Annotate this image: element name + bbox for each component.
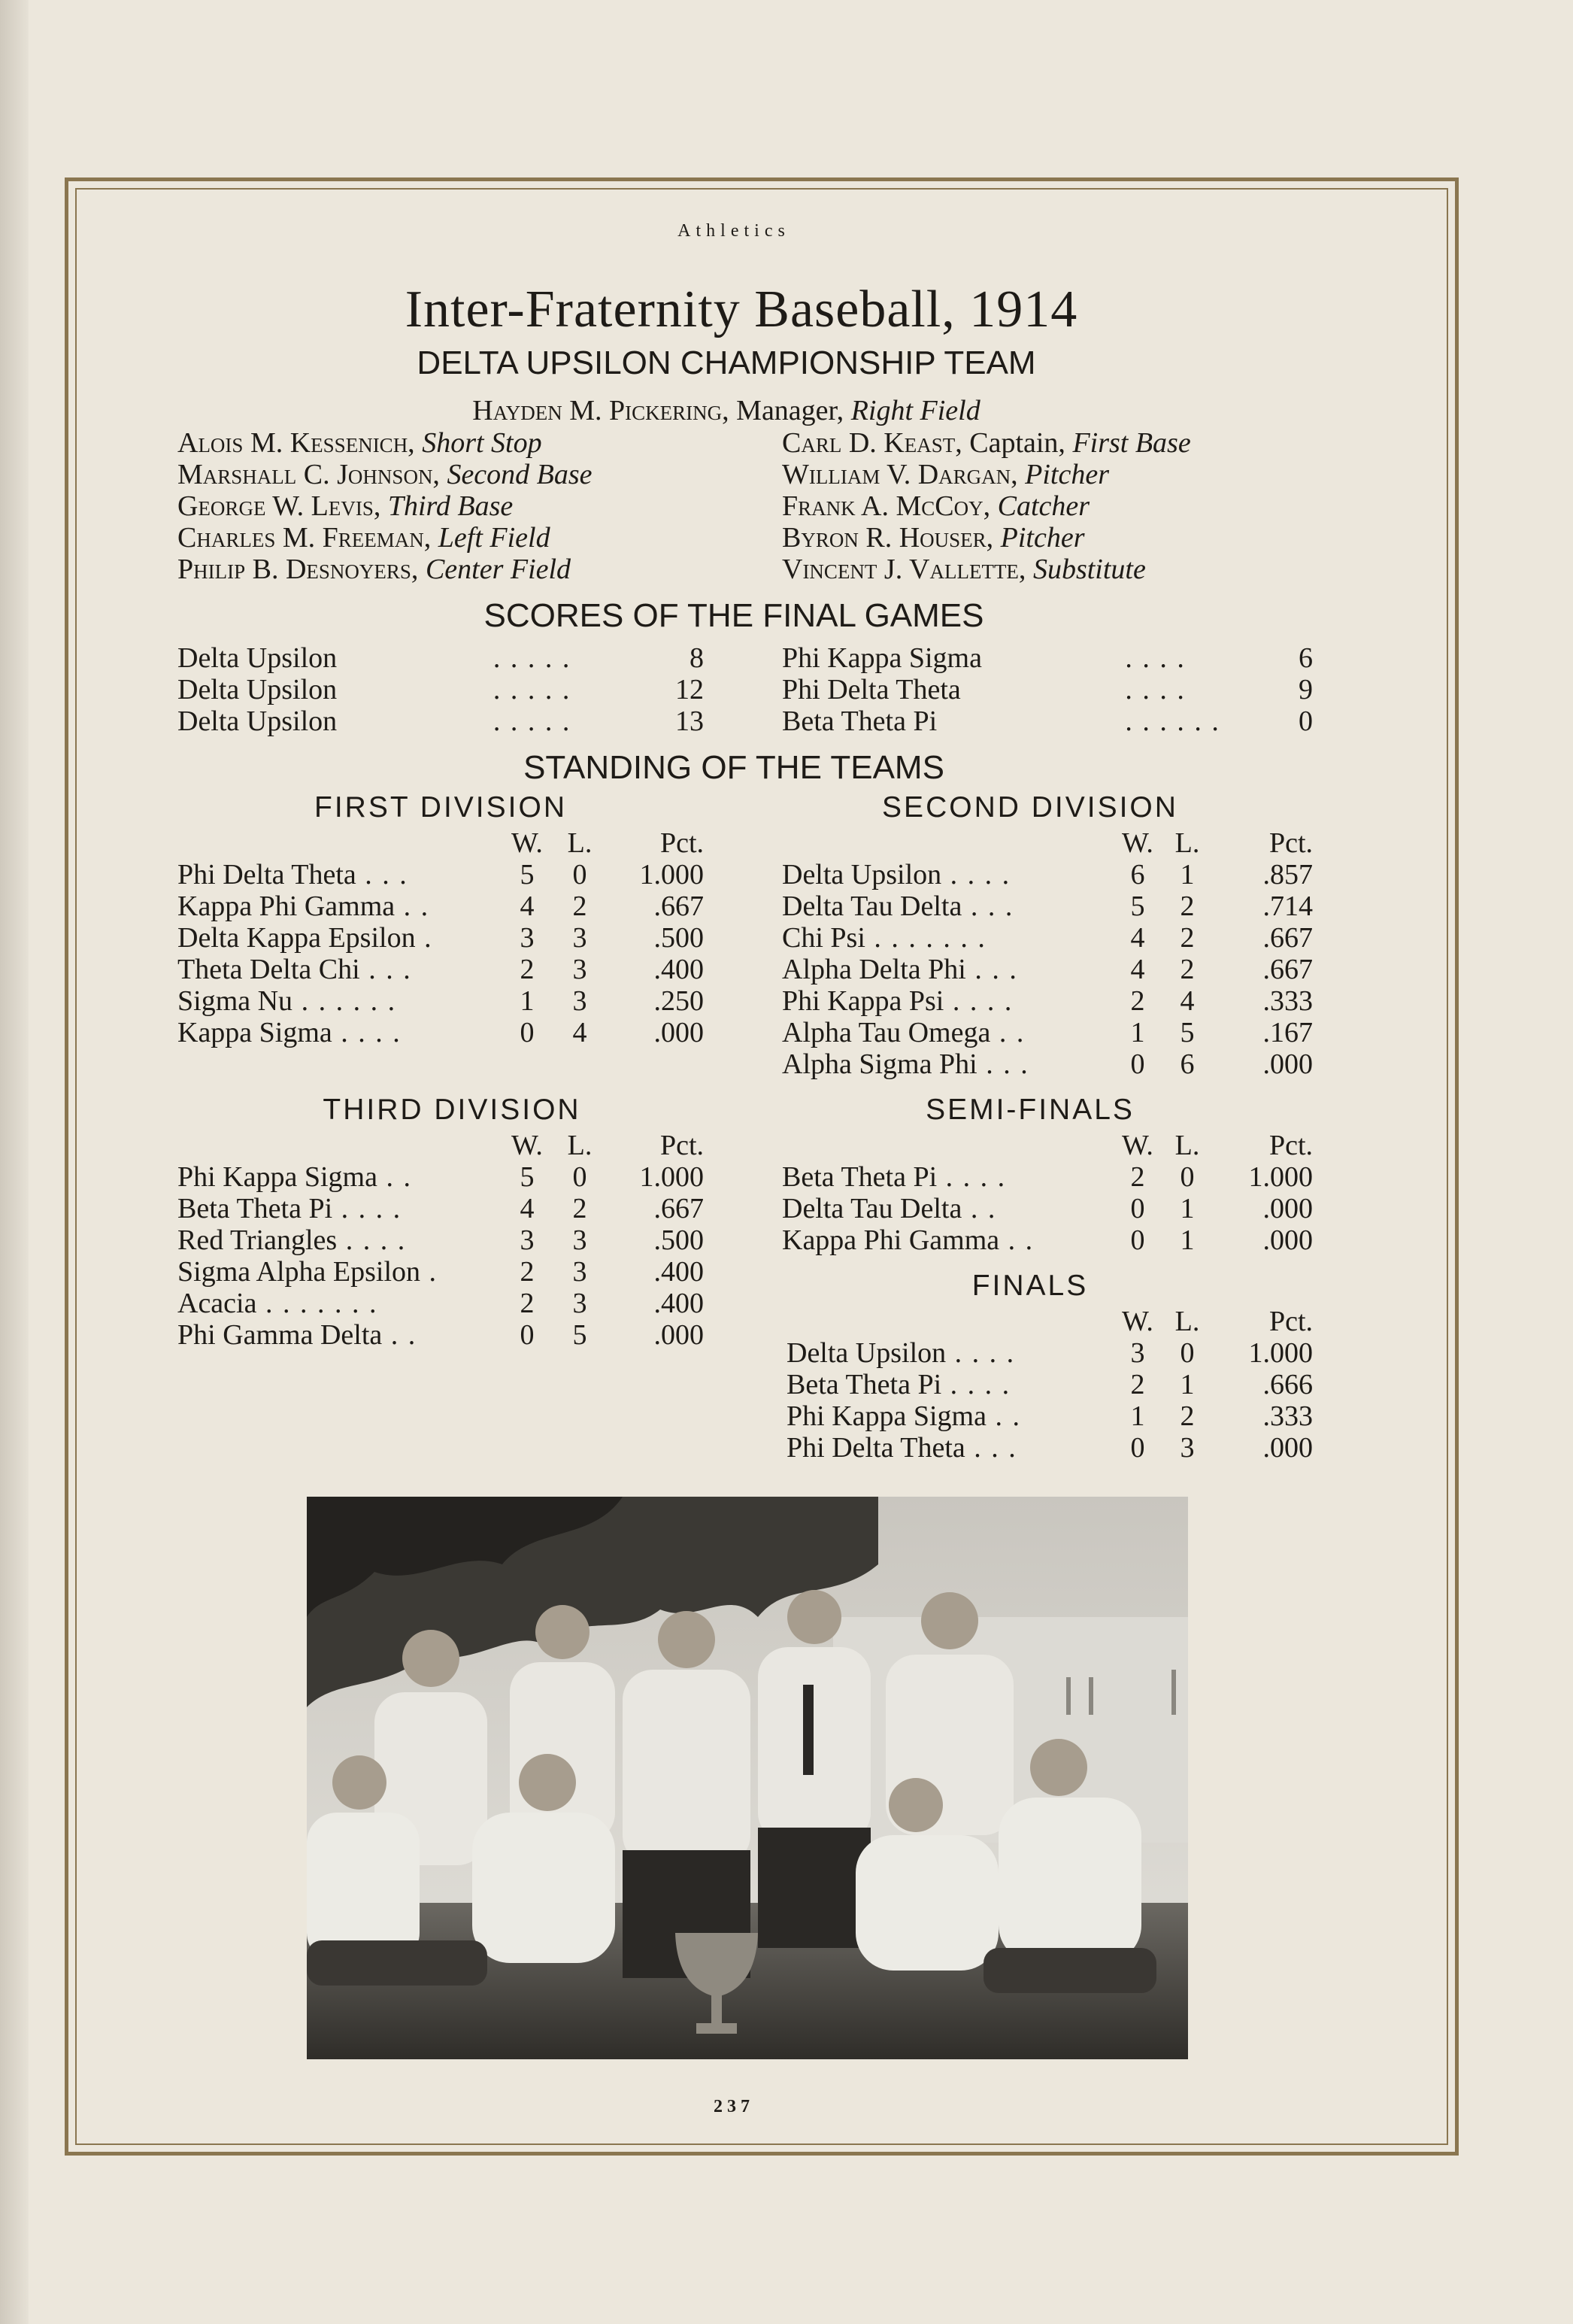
table-row: Alpha Delta Phi . . . 4 2 .667 xyxy=(782,954,1313,985)
table-row: Beta Theta Pi . . . . 2 0 1.000 xyxy=(782,1161,1313,1193)
team-photo-illustration xyxy=(307,1497,1188,2059)
roster-entry: George W. Levis, Third Base xyxy=(177,490,514,522)
table-row: Chi Psi . . . . . . . 4 2 .667 xyxy=(782,922,1313,954)
score-row: Phi Kappa Sigma . . . . 6 xyxy=(782,642,1313,674)
table-row: Delta Kappa Epsilon . 3 3 .500 xyxy=(177,922,704,954)
column-header-row: W. L. Pct. xyxy=(511,1130,704,1161)
table-row: Phi Delta Theta . . . 0 3 .000 xyxy=(786,1432,1313,1464)
table-row: Phi Gamma Delta . . 0 5 .000 xyxy=(177,1319,704,1351)
score-row: Delta Upsilon . . . . . 12 xyxy=(177,674,704,705)
second-division-title: SECOND DIVISION xyxy=(882,791,1178,824)
roster-entry: William V. Dargan, Pitcher xyxy=(782,459,1110,490)
roster-entry: Vincent J. Vallette, Substitute xyxy=(782,554,1146,585)
first-division-title: FIRST DIVISION xyxy=(314,791,567,824)
table-row: Delta Tau Delta . . . 5 2 .714 xyxy=(782,890,1313,922)
semi-finals-title: SEMI-FINALS xyxy=(926,1094,1135,1126)
manager-position: Right Field xyxy=(850,395,980,426)
team-photo xyxy=(307,1497,1188,2059)
table-row: Beta Theta Pi . . . . 2 1 .666 xyxy=(786,1369,1313,1400)
table-row: Delta Upsilon . . . . 6 1 .857 xyxy=(782,859,1313,890)
manager-role: Manager, xyxy=(736,395,844,426)
roster-entry: Byron R. Houser, Pitcher xyxy=(782,522,1085,554)
page-subtitle: DELTA UPSILON CHAMPIONSHIP TEAM xyxy=(417,344,1036,381)
roster-left xyxy=(177,427,593,585)
scores-right xyxy=(782,642,1313,737)
table-row: Delta Upsilon . . . . 3 0 1.000 xyxy=(786,1337,1313,1369)
score-row: Beta Theta Pi . . . . . . 0 xyxy=(782,705,1313,737)
roster-entry: Charles M. Freeman, Left Field xyxy=(177,522,550,554)
roster-entry: Philip B. Desnoyers, Center Field xyxy=(177,554,571,585)
roster-entry: Alois M. Kessenich, Short Stop xyxy=(177,427,542,459)
table-row: Acacia . . . . . . . 2 3 .400 xyxy=(177,1288,704,1319)
first-division-table xyxy=(177,827,704,1048)
table-row: Kappa Phi Gamma . . 4 2 .667 xyxy=(177,890,704,922)
score-row: Phi Delta Theta . . . . 9 xyxy=(782,674,1313,705)
table-row: Phi Kappa Sigma . . 1 2 .333 xyxy=(786,1400,1313,1432)
column-header-row: W. L. Pct. xyxy=(1122,1130,1313,1161)
manager-line xyxy=(0,394,1513,427)
score-row: Delta Upsilon . . . . . 13 xyxy=(177,705,704,737)
finals-title: FINALS xyxy=(971,1270,1089,1302)
column-header-row: W. L. Pct. xyxy=(511,827,704,859)
scores-heading: SCORES OF THE FINAL GAMES xyxy=(483,597,984,634)
column-header-row: W. L. Pct. xyxy=(1122,827,1313,859)
table-row: Phi Delta Theta . . . 5 0 1.000 xyxy=(177,859,704,890)
table-row: Red Triangles . . . . 3 3 .500 xyxy=(177,1224,704,1256)
semi-finals-table xyxy=(782,1130,1313,1256)
table-row: Delta Tau Delta . . 0 1 .000 xyxy=(782,1193,1313,1224)
running-head: Athletics xyxy=(677,221,790,241)
finals-table xyxy=(786,1306,1313,1464)
table-row: Sigma Nu . . . . . . 1 3 .250 xyxy=(177,985,704,1017)
table-row: Theta Delta Chi . . . 2 3 .400 xyxy=(177,954,704,985)
third-division-table xyxy=(177,1130,704,1351)
table-row: Phi Kappa Psi . . . . 2 4 .333 xyxy=(782,985,1313,1017)
table-row: Sigma Alpha Epsilon . 2 3 .400 xyxy=(177,1256,704,1288)
standing-heading: STANDING OF THE TEAMS xyxy=(523,749,944,786)
column-header-row: W. L. Pct. xyxy=(1122,1306,1313,1337)
second-division-table xyxy=(782,827,1313,1080)
score-row: Delta Upsilon . . . . . 8 xyxy=(177,642,704,674)
roster-entry: Carl D. Keast, Captain, First Base xyxy=(782,427,1191,459)
table-row: Kappa Phi Gamma . . 0 1 .000 xyxy=(782,1224,1313,1256)
table-row: Alpha Sigma Phi . . . 0 6 .000 xyxy=(782,1048,1313,1080)
table-row: Kappa Sigma . . . . 0 4 .000 xyxy=(177,1017,704,1048)
table-row: Phi Kappa Sigma . . 5 0 1.000 xyxy=(177,1161,704,1193)
roster-entry: Marshall C. Johnson, Second Base xyxy=(177,459,593,490)
third-division-title: THIRD DIVISION xyxy=(323,1094,581,1126)
roster-right xyxy=(782,427,1191,585)
table-row: Beta Theta Pi . . . . 4 2 .667 xyxy=(177,1193,704,1224)
table-row: Alpha Tau Omega . . 1 5 .167 xyxy=(782,1017,1313,1048)
manager-name: Hayden M. Pickering, xyxy=(472,395,729,426)
page-title: Inter-Fraternity Baseball, 1914 xyxy=(405,281,1078,338)
roster-entry: Frank A. McCoy, Catcher xyxy=(782,490,1090,522)
page-number: 237 xyxy=(714,2097,754,2116)
scores-left xyxy=(177,642,704,737)
